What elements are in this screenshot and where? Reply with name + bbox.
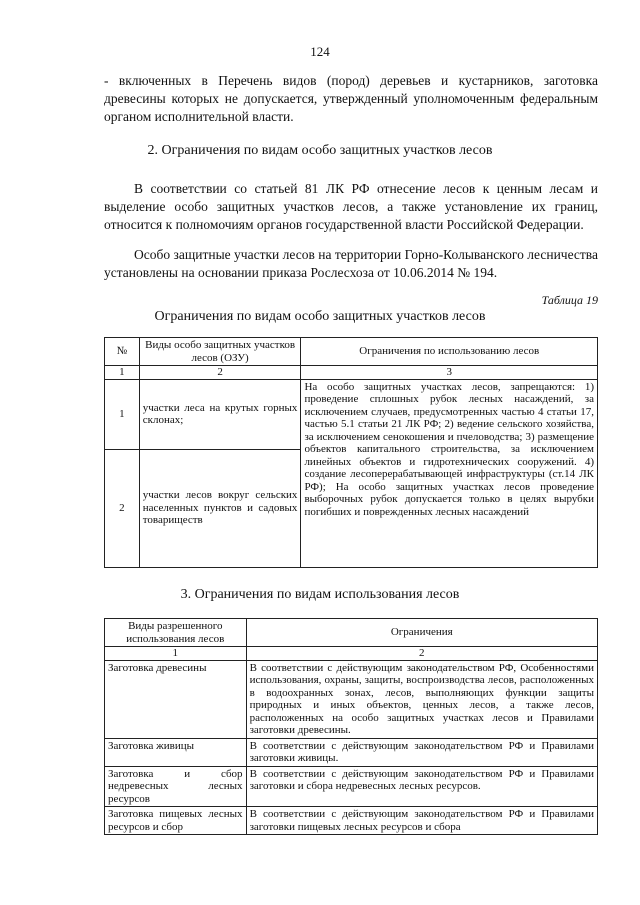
table-forest-use xyxy=(104,618,598,835)
table-header-row xyxy=(105,338,598,366)
table-header-row xyxy=(105,619,598,647)
table-row xyxy=(105,807,598,835)
header-restrictions: Ограничения по использованию лесов xyxy=(301,338,598,366)
column-number-row xyxy=(105,366,598,380)
table-row xyxy=(105,766,598,807)
restriction-cell: В соответствии с действующим законодательством РФ и Правилами заготовки пищевых лесных ресурсов и сбора xyxy=(246,807,597,835)
column-number: 3 xyxy=(301,366,598,380)
restriction-cell: В соответствии с действующим законодательством РФ, Особенностями использования, охраны, защиты, воспроизводства лесов, расположенных в водоохранных зонах, лесов, выполняющих функции защиты природных и иных объектов, ценных лесов, а также лесов, расположенных на особо защитных участках лесов и Правилами заготовки древесины. xyxy=(246,660,597,738)
header-use-type: Виды разрешенного использования лесов xyxy=(105,619,247,647)
section-2-paragraph-1: В соответствии со статьей 81 ЛК РФ отнесение лесов к ценным лесам и выделение особо защитных участков лесов, а также установление их границ, относится к полномочиям органов государственной власти Российской Федерации. xyxy=(104,181,598,232)
table-row xyxy=(105,660,598,738)
column-number: 1 xyxy=(105,647,247,661)
table-row xyxy=(105,738,598,766)
row-number: 1 xyxy=(105,379,140,449)
section-3-heading: 3. Ограничения по видам использования лесов xyxy=(180,587,460,602)
intro-paragraph: - включенных в Перечень видов (пород) деревьев и кустарников, заготовка древесины которых не допускается, утвержденный уполномоченным федеральным органом исполнительной власти. xyxy=(104,73,598,124)
column-number-row xyxy=(105,647,598,661)
section-2-paragraph-2: Особо защитные участки лесов на территории Горно-Колыванского лесничества установлены на основании приказа Рослесхоза от 10.06.2014 № 194. xyxy=(104,247,598,280)
page-number: 124 xyxy=(310,44,330,59)
column-number: 2 xyxy=(139,366,301,380)
row-number: 2 xyxy=(105,449,140,567)
table-row xyxy=(105,379,598,449)
header-number: № xyxy=(105,338,140,366)
restriction-cell: В соответствии с действующим законодательством РФ и Правилами заготовки живицы. xyxy=(246,738,597,766)
use-type-cell: Заготовка живицы xyxy=(105,738,247,766)
restriction-cell: В соответствии с действующим законодательством РФ и Правилами заготовки и сбора недревесных лесных ресурсов. xyxy=(246,766,597,807)
ozu-type-cell: участки леса на крутых горных склонах; xyxy=(139,379,301,449)
restrictions-cell: На особо защитных участках лесов, запрещаются: 1) проведение сплошных рубок лесных насаждений, за исключением случаев, предусмотренных частью 4 статьи 17, частью 5.1 статьи 21 ЛК РФ; 2) ведение сельского хозяйства, за исключением сенокошения и пчеловодства; 3) размещение объектов капитального строительства, за исключением линейных объектов и гидротехнических сооружений. 4) создание лесоперерабатывающей инфраструктуры (ст.14 ЛК РФ); На особо защитных участках лесов проведение выборочных рубок допускается только в целях вырубки погибших и поврежденных лесных насаждений xyxy=(301,379,598,567)
ozu-type-cell: участки лесов вокруг сельских населенных пунктов и садовых товариществ xyxy=(139,449,301,567)
table-caption: Ограничения по видам особо защитных участков лесов xyxy=(154,309,486,324)
use-type-cell: Заготовка пищевых лесных ресурсов и сбор xyxy=(105,807,247,835)
header-ozu-type: Виды особо защитных участков лесов (ОЗУ) xyxy=(139,338,301,366)
section-2-heading: 2. Ограничения по видам особо защитных участков лесов xyxy=(147,143,493,158)
use-type-cell: Заготовка древесины xyxy=(105,660,247,738)
table-19 xyxy=(104,337,598,568)
table-label: Таблица 19 xyxy=(541,293,598,307)
header-restrictions: Ограничения xyxy=(246,619,597,647)
column-number: 2 xyxy=(246,647,597,661)
column-number: 1 xyxy=(105,366,140,380)
use-type-cell: Заготовка и сбор недревесных лесных ресурсов xyxy=(105,766,247,807)
